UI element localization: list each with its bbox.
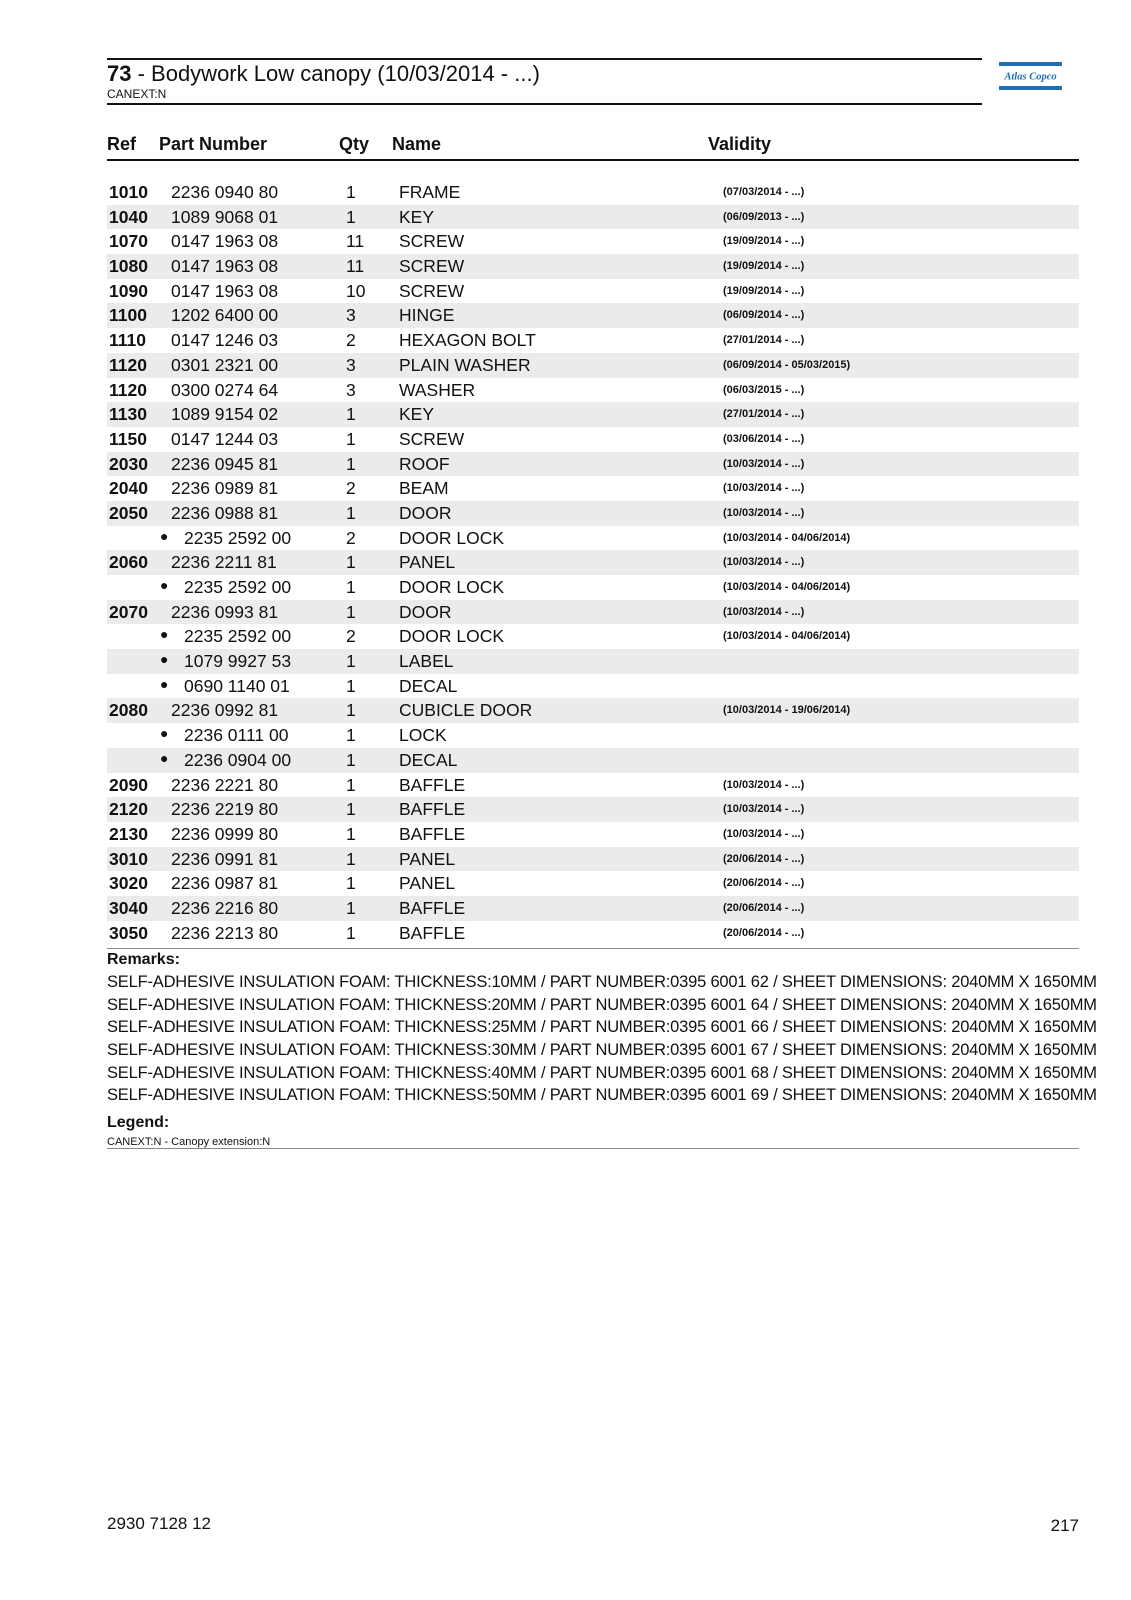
sub-item-bullet-icon: ● [160, 651, 169, 668]
ref-cell: 1070 [109, 231, 148, 252]
validity-cell: (19/09/2014 - ...) [723, 235, 805, 248]
qty-cell: 1 [346, 428, 356, 449]
qty-cell: 1 [346, 897, 356, 918]
qty-cell: 1 [346, 404, 356, 425]
ref-cell: 1130 [109, 404, 147, 425]
validity-cell: (20/06/2014 - ...) [723, 852, 805, 865]
table-row [107, 254, 1079, 279]
validity-cell: (06/03/2015 - ...) [723, 383, 805, 396]
qty-cell: 2 [346, 330, 356, 351]
part-number-cell: 0147 1244 03 [171, 428, 279, 449]
name-cell: BAFFLE [399, 823, 466, 844]
part-number-cell: 2236 0993 81 [171, 601, 279, 622]
part-number-cell: 2236 2211 81 [171, 552, 277, 573]
table-row [107, 674, 1079, 699]
qty-cell: 1 [346, 651, 356, 672]
part-number-cell: 2236 0945 81 [171, 453, 279, 474]
ref-cell: 2070 [109, 601, 148, 622]
col-part-number: Part Number [159, 134, 268, 154]
part-number-cell: 0147 1963 08 [171, 280, 279, 301]
table-row [107, 452, 1079, 477]
table-row [107, 797, 1079, 822]
table-row [107, 624, 1079, 649]
ref-cell: 2050 [109, 502, 148, 523]
part-number-cell: 2236 0940 80 [171, 182, 279, 202]
ref-cell: 1040 [109, 206, 148, 227]
sub-item-bullet-icon: ● [160, 577, 169, 593]
table-row [107, 427, 1079, 452]
validity-cell: (10/03/2014 - ...) [723, 457, 805, 470]
remark-line: SELF-ADHESIVE INSULATION FOAM: THICKNESS:40MM / PART NUMBER:0395 6001 68 / SHEET DIMENSIONS: 2040MM X 1650MM [107, 1063, 1097, 1082]
table-row [107, 921, 1079, 946]
table-row [107, 550, 1079, 575]
table-row [107, 229, 1079, 254]
qty-cell: 1 [346, 552, 356, 573]
ref-cell: 2130 [109, 823, 148, 844]
table-row [107, 822, 1079, 847]
name-cell: DOOR [399, 601, 452, 622]
name-cell: DOOR LOCK [399, 577, 505, 597]
table-row [107, 303, 1079, 328]
validity-cell: (19/09/2014 - ...) [723, 260, 805, 273]
name-cell: PANEL [399, 552, 456, 573]
part-number-cell: 2235 2592 00 [184, 626, 292, 647]
part-number-cell: 2236 0989 81 [171, 478, 279, 499]
qty-cell: 3 [346, 354, 356, 375]
parts-table [107, 180, 1079, 945]
table-row [107, 723, 1079, 748]
part-number-cell: 2235 2592 00 [184, 577, 292, 597]
table-row [107, 575, 1079, 600]
table-row [107, 180, 1079, 205]
qty-cell: 1 [346, 206, 356, 227]
table-row [107, 896, 1079, 921]
remark-line: SELF-ADHESIVE INSULATION FOAM: THICKNESS:10MM / PART NUMBER:0395 6001 62 / SHEET DIMENSIONS: 2040MM X 1650MM [107, 973, 1097, 991]
qty-cell: 3 [346, 305, 356, 326]
validity-cell: (19/09/2014 - ...) [723, 284, 805, 297]
qty-cell: 2 [346, 478, 356, 499]
qty-cell: 1 [346, 725, 356, 746]
ref-cell: 1120 [109, 354, 147, 375]
validity-cell: (10/03/2014 - 04/06/2014) [723, 630, 851, 643]
part-number-cell: 1089 9154 02 [171, 404, 279, 425]
page-title [107, 61, 540, 87]
name-cell: SCREW [399, 428, 465, 449]
remarks-label: Remarks: [107, 951, 180, 968]
table-row [107, 871, 1079, 896]
name-cell: FRAME [399, 182, 461, 202]
document-number: 2930 7128 12 [107, 1514, 211, 1533]
page-subtitle: CANEXT:N [107, 87, 167, 101]
qty-cell: 1 [346, 823, 356, 844]
table-row [107, 378, 1079, 403]
legend-label: Legend: [107, 1114, 170, 1131]
section-number: 73 [107, 61, 132, 86]
validity-cell: (10/03/2014 - ...) [723, 778, 805, 791]
table-row [107, 600, 1079, 625]
table-row [107, 279, 1079, 304]
col-qty: Qty [339, 134, 370, 154]
name-cell: DOOR LOCK [399, 626, 505, 647]
validity-cell: (06/09/2013 - ...) [723, 210, 805, 223]
name-cell: ROOF [399, 453, 450, 474]
remark-line: SELF-ADHESIVE INSULATION FOAM: THICKNESS:30MM / PART NUMBER:0395 6001 67 / SHEET DIMENSIONS: 2040MM X 1650MM [107, 1041, 1097, 1060]
validity-cell: (20/06/2014 - ...) [723, 901, 805, 914]
validity-cell: (10/03/2014 - 04/06/2014) [723, 581, 851, 593]
legend-bottom-rule [107, 1148, 1079, 1149]
ref-cell: 3020 [109, 873, 148, 894]
name-cell: BAFFLE [399, 897, 466, 918]
name-cell: HINGE [399, 305, 455, 326]
part-number-cell: 0147 1963 08 [171, 256, 279, 277]
name-cell: BAFFLE [399, 922, 466, 943]
qty-cell: 1 [346, 577, 356, 597]
name-cell: LABEL [399, 651, 454, 672]
part-number-cell: 1202 6400 00 [171, 305, 279, 326]
validity-cell: (27/01/2014 - ...) [723, 334, 805, 347]
part-number-cell: 2236 0988 81 [171, 502, 279, 523]
remark-line: SELF-ADHESIVE INSULATION FOAM: THICKNESS:50MM / PART NUMBER:0395 6001 69 / SHEET DIMENSIONS: 2040MM X 1650MM [107, 1086, 1097, 1105]
sub-item-bullet-icon: ● [160, 527, 169, 544]
part-number-cell: 0147 1963 08 [171, 231, 279, 252]
atlas-copco-logo [999, 62, 1062, 92]
col-ref: Ref [107, 134, 137, 154]
page-number: 217 [1050, 1516, 1079, 1535]
qty-cell: 1 [346, 601, 356, 622]
part-number-cell: 2236 0992 81 [171, 700, 279, 721]
name-cell: SCREW [399, 256, 465, 277]
ref-cell: 2040 [109, 478, 148, 499]
legend-section [107, 1114, 1079, 1150]
name-cell: PANEL [399, 848, 456, 869]
validity-cell: (10/03/2014 - ...) [723, 827, 805, 840]
col-name: Name [392, 134, 442, 154]
validity-cell: (20/06/2014 - ...) [723, 926, 805, 939]
qty-cell: 1 [346, 848, 356, 869]
name-cell: DOOR [399, 502, 452, 523]
col-validity: Validity [708, 134, 772, 154]
validity-cell: (10/03/2014 - ...) [723, 556, 805, 569]
qty-cell: 3 [346, 379, 356, 400]
part-number-cell: 0300 0274 64 [171, 379, 279, 400]
part-number-cell: 2236 0904 00 [184, 749, 292, 770]
name-cell: KEY [399, 206, 435, 227]
part-number-cell: 1089 9068 01 [171, 206, 279, 227]
table-row [107, 501, 1079, 526]
validity-cell: (20/06/2014 - ...) [723, 877, 805, 890]
qty-cell: 1 [346, 675, 356, 696]
qty-cell: 11 [346, 256, 365, 277]
name-cell: WASHER [399, 379, 476, 400]
part-number-cell: 2236 0987 81 [171, 873, 279, 894]
validity-cell: (10/03/2014 - ...) [723, 803, 805, 816]
name-cell: CUBICLE DOOR [399, 700, 533, 721]
legend-line: CANEXT:N - Canopy extension:N [107, 1136, 271, 1148]
ref-cell: 2060 [109, 552, 148, 573]
section-title: - Bodywork Low canopy (10/03/2014 - ...) [131, 61, 540, 86]
table-row [107, 847, 1079, 872]
qty-cell: 1 [346, 502, 356, 523]
ref-cell: 1150 [109, 428, 147, 449]
validity-cell: (07/03/2014 - ...) [723, 186, 805, 198]
validity-cell: (03/06/2014 - ...) [723, 432, 805, 445]
validity-cell: (06/09/2014 - ...) [723, 309, 805, 322]
name-cell: SCREW [399, 280, 465, 301]
brand-logotype: Atlas Copco [1004, 71, 1057, 83]
sub-item-bullet-icon: ● [160, 725, 169, 742]
table-row [107, 328, 1079, 353]
part-number-cell: 2236 2213 80 [171, 922, 279, 943]
name-cell: DECAL [399, 749, 458, 770]
remark-line: SELF-ADHESIVE INSULATION FOAM: THICKNESS:25MM / PART NUMBER:0395 6001 66 / SHEET DIMENSIONS: 2040MM X 1650MM [107, 1018, 1097, 1037]
sub-item-bullet-icon: ● [160, 626, 169, 643]
table-row [107, 353, 1079, 378]
qty-cell: 2 [346, 626, 356, 647]
part-number-cell: 2236 0999 80 [171, 823, 279, 844]
ref-cell: 3040 [109, 897, 148, 918]
qty-cell: 1 [346, 922, 356, 943]
ref-cell: 1090 [109, 280, 148, 301]
part-number-cell: 2235 2592 00 [184, 527, 292, 548]
ref-cell: 3050 [109, 922, 148, 943]
part-number-cell: 0147 1246 03 [171, 330, 279, 351]
qty-cell: 1 [346, 700, 356, 721]
qty-cell: 10 [346, 280, 366, 301]
qty-cell: 2 [346, 527, 356, 548]
remarks-section [107, 951, 1097, 1109]
table-row [107, 526, 1079, 551]
validity-cell: (06/09/2014 - 05/03/2015) [723, 358, 851, 371]
qty-cell: 11 [346, 231, 365, 252]
table-row [107, 698, 1079, 723]
validity-cell: (10/03/2014 - ...) [723, 605, 805, 618]
table-bottom-rule [107, 948, 1079, 949]
qty-cell: 1 [346, 182, 356, 202]
sub-item-bullet-icon: ● [160, 675, 169, 692]
name-cell: BAFFLE [399, 799, 466, 820]
name-cell: BEAM [399, 478, 449, 499]
validity-cell: (27/01/2014 - ...) [723, 408, 805, 421]
table-row [107, 476, 1079, 501]
ref-cell: 1010 [109, 182, 148, 202]
qty-cell: 1 [346, 799, 356, 820]
table-row [107, 748, 1079, 773]
qty-cell: 1 [346, 453, 356, 474]
name-cell: DOOR LOCK [399, 527, 505, 548]
ref-cell: 2030 [109, 453, 148, 474]
qty-cell: 1 [346, 749, 356, 770]
page-header [107, 58, 982, 105]
part-number-cell: 0301 2321 00 [171, 354, 279, 375]
name-cell: PANEL [399, 873, 456, 894]
part-number-cell: 2236 2216 80 [171, 897, 279, 918]
name-cell: LOCK [399, 725, 447, 746]
table-row [107, 649, 1079, 674]
table-header [107, 131, 1079, 161]
remark-line: SELF-ADHESIVE INSULATION FOAM: THICKNESS:20MM / PART NUMBER:0395 6001 64 / SHEET DIMENSIONS: 2040MM X 1650MM [107, 995, 1097, 1014]
table-row [107, 205, 1079, 230]
validity-cell: (10/03/2014 - 19/06/2014) [723, 704, 851, 717]
part-number-cell: 1079 9927 53 [184, 651, 292, 672]
ref-cell: 1100 [109, 305, 147, 326]
qty-cell: 1 [346, 873, 356, 894]
part-number-cell: 0690 1140 01 [184, 675, 290, 696]
ref-cell: 2120 [109, 799, 148, 820]
part-number-cell: 2236 0111 00 [184, 725, 289, 746]
name-cell: SCREW [399, 231, 465, 252]
validity-cell: (10/03/2014 - ...) [723, 506, 805, 519]
validity-cell: (10/03/2014 - ...) [723, 482, 805, 495]
ref-cell: 1120 [109, 379, 147, 400]
validity-cell: (10/03/2014 - 04/06/2014) [723, 531, 851, 544]
name-cell: BAFFLE [399, 774, 466, 795]
part-number-cell: 2236 0991 81 [171, 848, 279, 869]
ref-cell: 3010 [109, 848, 148, 869]
table-row [107, 773, 1079, 798]
name-cell: PLAIN WASHER [399, 354, 531, 375]
sub-item-bullet-icon: ● [160, 749, 169, 766]
name-cell: KEY [399, 404, 435, 425]
part-number-cell: 2236 2219 80 [171, 799, 279, 820]
name-cell: DECAL [399, 675, 458, 696]
ref-cell: 1110 [109, 330, 146, 351]
ref-cell: 1080 [109, 256, 148, 277]
ref-cell: 2090 [109, 774, 148, 795]
qty-cell: 1 [346, 774, 356, 795]
ref-cell: 2080 [109, 700, 148, 721]
part-number-cell: 2236 2221 80 [171, 774, 279, 795]
table-row [107, 402, 1079, 427]
name-cell: HEXAGON BOLT [399, 330, 536, 351]
